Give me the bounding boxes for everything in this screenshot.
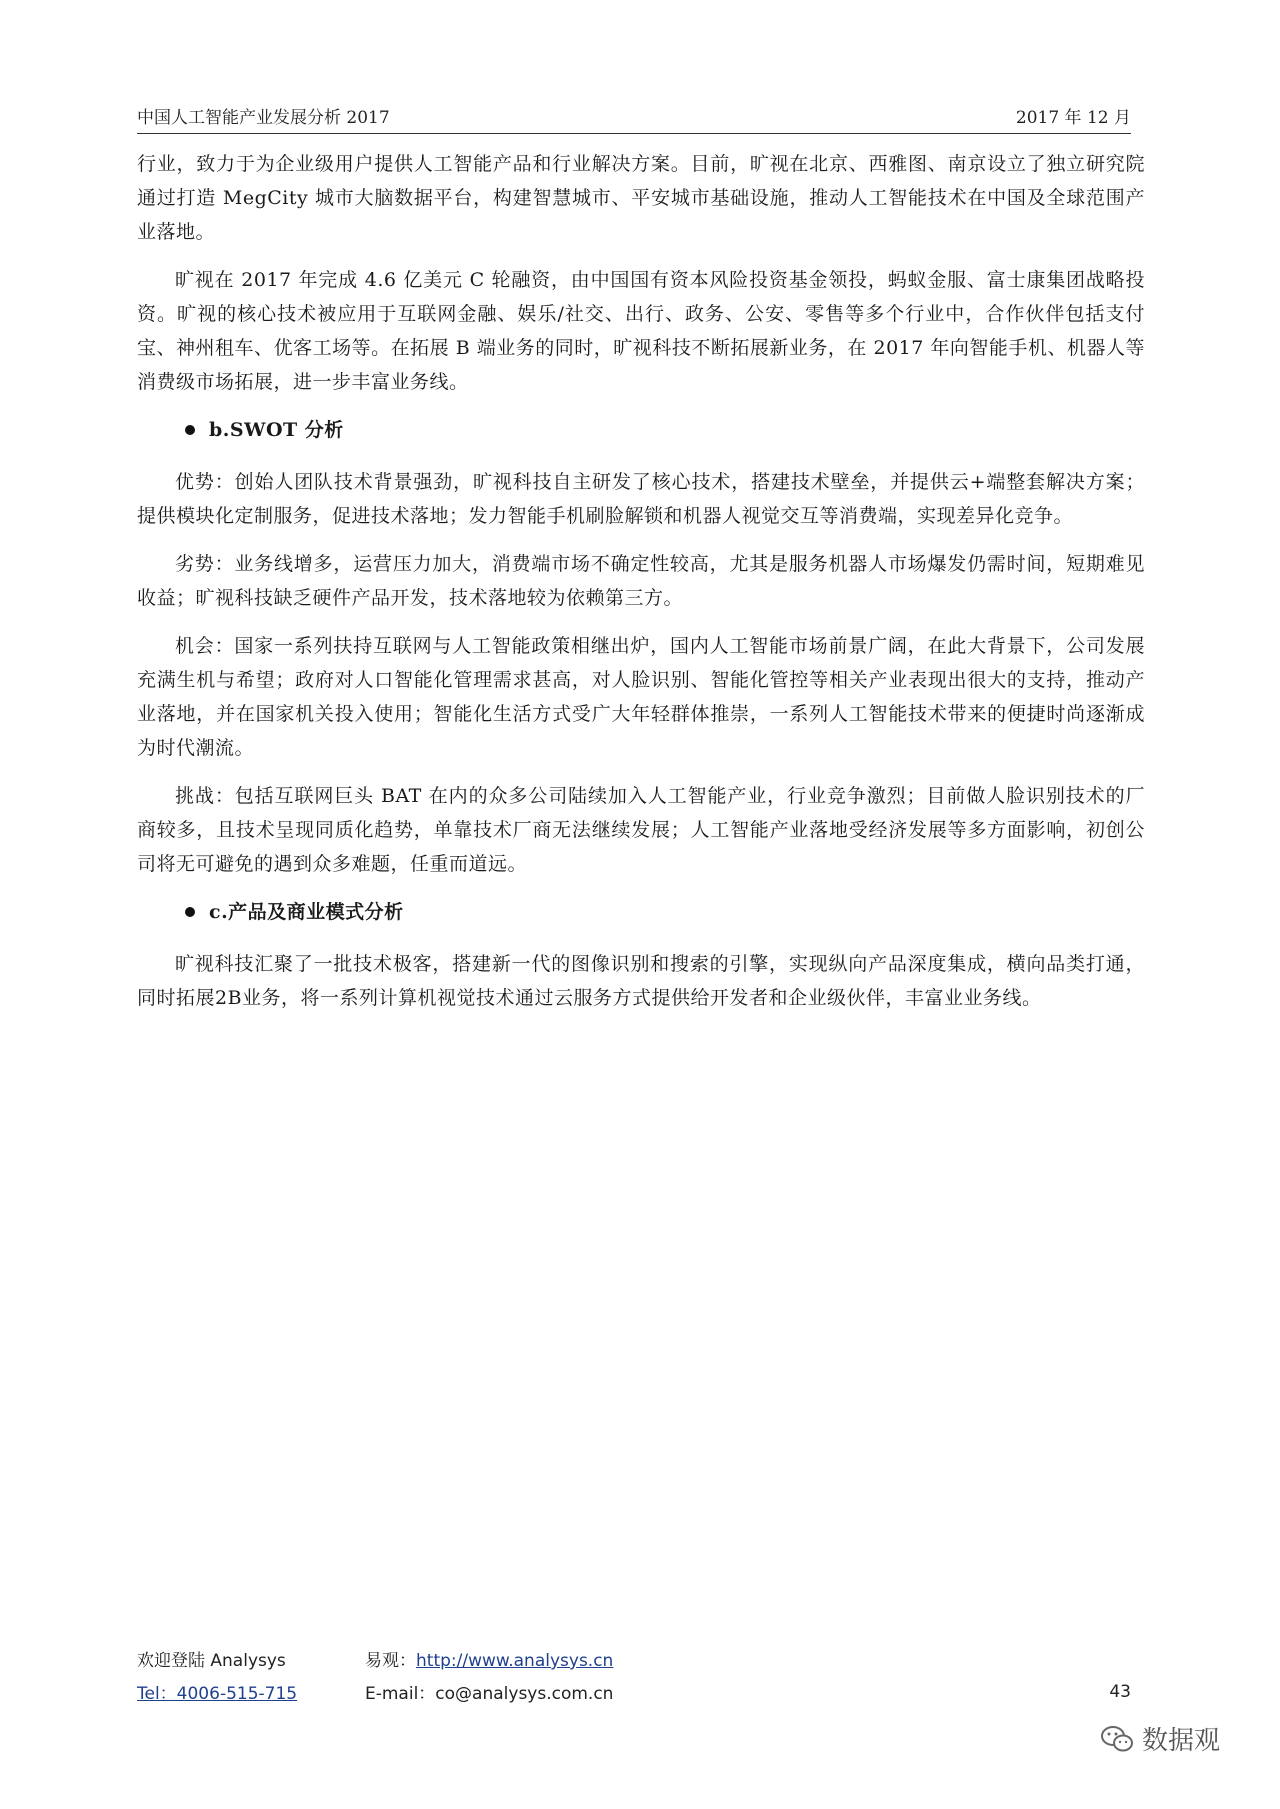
page-number: 43 <box>1109 1681 1131 1702</box>
footer-website-link[interactable]: http://www.analysys.cn <box>416 1651 614 1671</box>
section-heading-swot <box>185 413 1145 447</box>
section-heading-product <box>185 895 1145 929</box>
footer-yiguan-label: 易观： <box>365 1651 416 1671</box>
paragraph-strength: 优势：创始人团队技术背景强劲，旷视科技自主研发了核心技术，搭建技术壁垒，并提供云+端整套解决方案；提供模块化定制服务，促进技术落地；发力智能手机刷脸解锁和机器人视觉交互等消费端，实现差异化竞争。 <box>137 471 1145 527</box>
paragraph-intro: 行业，致力于为企业级用户提供人工智能产品和行业解决方案。目前，旷视在北京、西雅图、南京设立了独立研究院通过打造 MegCity 城市大脑数据平台，构建智慧城市、平安城市基础设施，推动人工智能技术在中国及全球范围产业落地。 <box>137 153 1145 243</box>
paragraph-product: 旷视科技汇聚了一批技术极客，搭建新一代的图像识别和搜索的引擎，实现纵向产品深度集成，横向品类打通，同时拓展2B业务，将一系列计算机视觉技术通过云服务方式提供给开发者和企业级伙伴，丰富业业务线。 <box>137 953 1145 1009</box>
paragraph-threat: 挑战：包括互联网巨头 BAT 在内的众多公司陆续加入人工智能产业，行业竞争激烈；目前做人脸识别技术的厂商较多，且技术呈现同质化趋势，单靠技术厂商无法继续发展；人工智能产业落地受经济发展等多方面影响，初创公司将无可避免的遇到众多难题，任重而道远。 <box>137 785 1145 875</box>
watermark <box>1100 1720 1220 1757</box>
paragraph-funding: 旷视在 2017 年完成 4.6 亿美元 C 轮融资，由中国国有资本风险投资基金领投，蚂蚁金服、富士康集团战略投资。旷视的核心技术被应用于互联网金融、娱乐/社交、出行、政务、公安、零售等多个行业中，合作伙伴包括支付宝、神州租车、优客工场等。在拓展 B 端业务的同时，旷视科技不断拓展新业务，在 2017 年向智能手机、机器人等消费级市场拓展，进一步丰富业务线。 <box>137 269 1145 393</box>
section-heading-text: c.产品及商业模式分析 <box>209 901 404 923</box>
document-body <box>137 147 1145 1029</box>
wechat-icon <box>1100 1724 1134 1754</box>
paragraph-opportunity: 机会：国家一系列扶持互联网与人工智能政策相继出炉，国内人工智能市场前景广阔，在此大背景下，公司发展充满生机与希望；政府对人口智能化管理需求甚高，对人脸识别、智能化管控等相关产业表现出很大的支持，推动产业落地，并在国家机关投入使用；智能化生活方式受广大年轻群体推崇，一系列人工智能技术带来的便捷时尚逐渐成为时代潮流。 <box>137 635 1145 759</box>
header-date: 2017 年 12 月 <box>1015 108 1131 128</box>
bullet-icon <box>185 425 195 435</box>
page-header <box>137 103 1131 134</box>
bullet-icon <box>185 907 195 917</box>
footer-tel-link[interactable]: Tel：4006-515-715 <box>137 1684 298 1704</box>
watermark-text: 数据观 <box>1142 1726 1221 1756</box>
section-heading-text: b.SWOT 分析 <box>209 419 344 441</box>
header-title: 中国人工智能产业发展分析 2017 <box>137 108 390 128</box>
footer-email: E-mail：co@analysys.com.cn <box>365 1684 614 1704</box>
page-footer <box>137 1642 1131 1708</box>
footer-welcome: 欢迎登陆 Analysys <box>137 1651 286 1671</box>
paragraph-weakness: 劣势：业务线增多，运营压力加大，消费端市场不确定性较高，尤其是服务机器人市场爆发仍需时间，短期难见收益；旷视科技缺乏硬件产品开发，技术落地较为依赖第三方。 <box>137 553 1145 609</box>
